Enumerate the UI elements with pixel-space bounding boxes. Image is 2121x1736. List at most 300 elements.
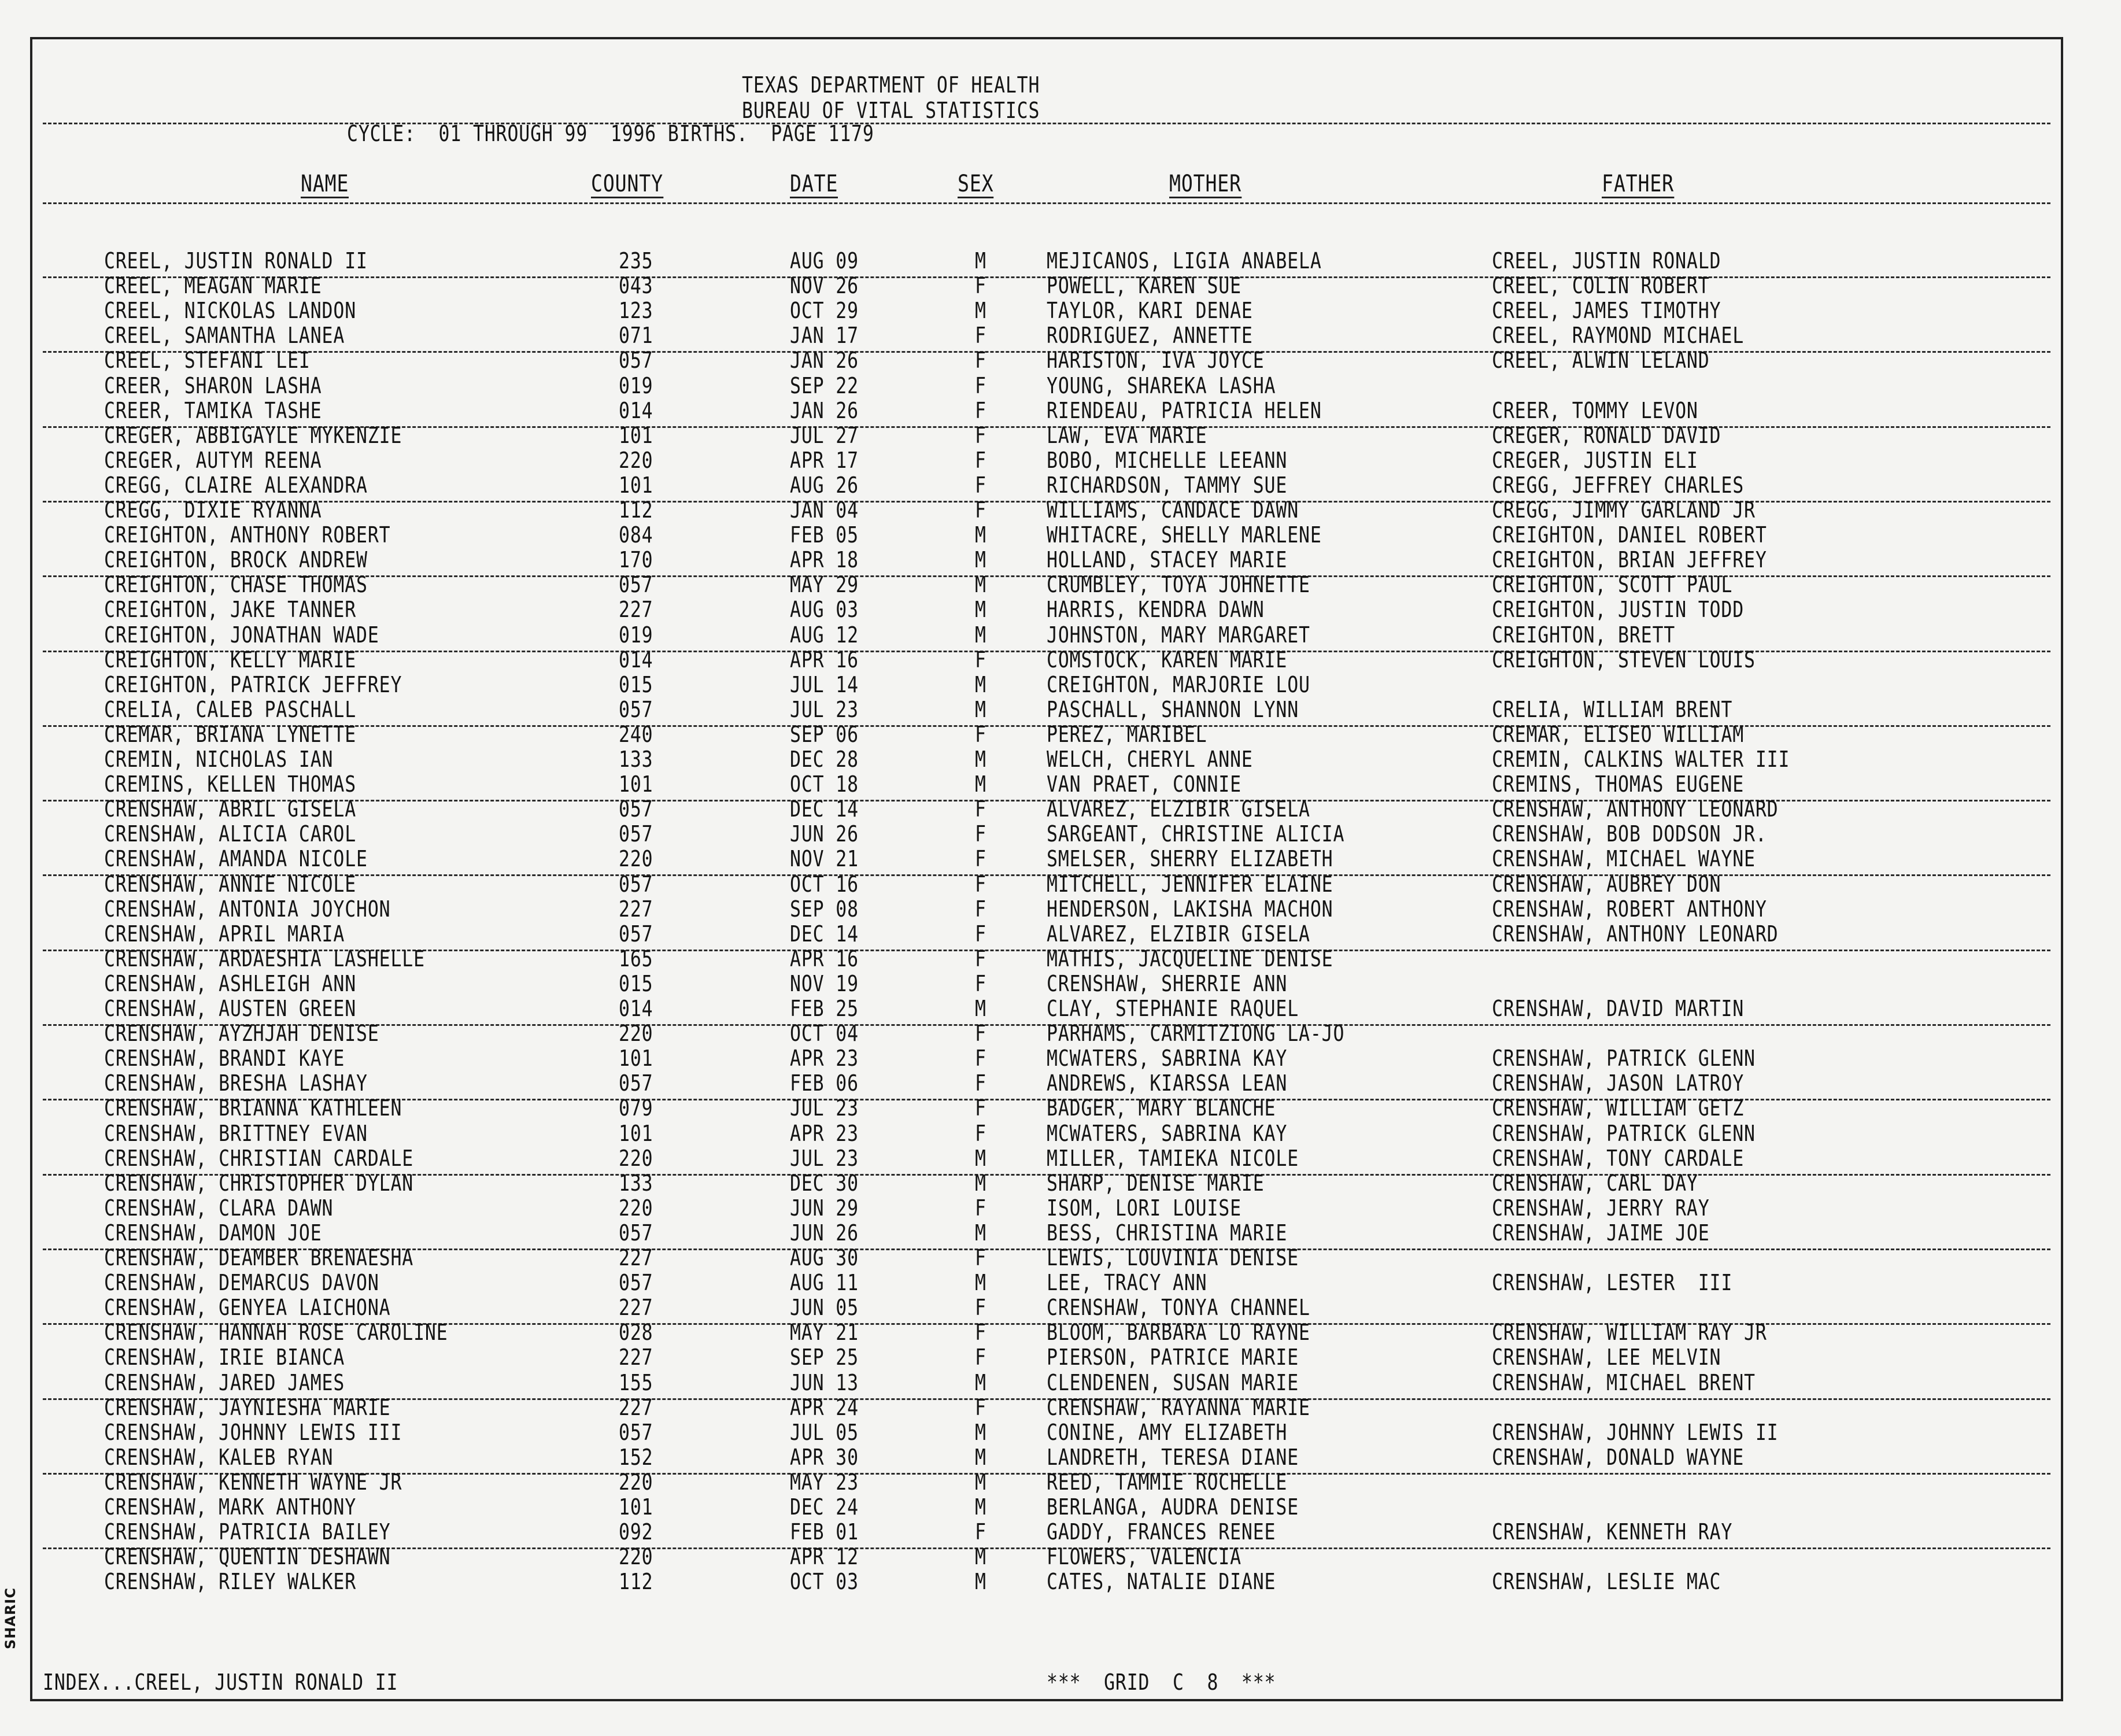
cell-father: CREEL, COLIN ROBERT [1492, 273, 1710, 299]
cell-county: 220 [619, 1145, 653, 1171]
header-divider-2 [43, 202, 2050, 204]
cell-county: 227 [619, 597, 653, 623]
cell-name: CRENSHAW, HANNAH ROSE CAROLINE [104, 1320, 448, 1346]
cell-mother: LEWIS, LOUVINIA DENISE [1047, 1245, 1299, 1270]
cell-mother: SARGEANT, CHRISTINE ALICIA [1047, 821, 1345, 847]
table-row [0, 970, 2121, 998]
cell-name: CRENSHAW, ALICIA CAROL [104, 821, 357, 847]
cell-father: CRENSHAW, LEE MELVIN [1492, 1345, 1721, 1371]
table-row [0, 499, 2121, 524]
cell-sex: F [975, 1245, 986, 1270]
cell-sex: M [975, 572, 986, 598]
cell-mother: REED, TAMMIE ROCHELLE [1047, 1469, 1288, 1495]
cell-mother: LAW, EVA MARIE [1047, 422, 1207, 448]
cell-sex: F [975, 647, 986, 673]
cell-mother: FLOWERS, VALENCIA [1047, 1544, 1241, 1570]
cell-date: AUG 12 [790, 622, 859, 648]
cell-name: CREIGHTON, BROCK ANDREW [104, 547, 368, 573]
column-header-mother: MOTHER [1169, 171, 1241, 197]
cell-county: 019 [619, 622, 653, 648]
cell-sex: F [975, 921, 986, 947]
table-row [0, 1197, 2121, 1222]
table-row [0, 372, 2121, 400]
table-row [0, 798, 2121, 823]
cell-date: JAN 17 [790, 323, 859, 349]
cell-county: 227 [619, 896, 653, 922]
cell-date: AUG 03 [790, 597, 859, 623]
cell-father: CRENSHAW, DAVID MARTIN [1492, 996, 1745, 1021]
header-title: TEXAS DEPARTMENT OF HEALTH [742, 72, 1040, 98]
cell-mother: CLENDENEN, SUSAN MARIE [1047, 1369, 1299, 1395]
cell-name: CRENSHAW, KENNETH WAYNE JR [104, 1469, 402, 1495]
cell-date: OCT 18 [790, 771, 859, 797]
cell-date: DEC 14 [790, 921, 859, 947]
footer-index: INDEX...CREEL, JUSTIN RONALD II [43, 1669, 398, 1695]
table-row [0, 748, 2121, 773]
table-row [0, 649, 2121, 674]
cell-father: CRENSHAW, TONY CARDALE [1492, 1145, 1745, 1171]
cell-name: CREEL, SAMANTHA LANEA [104, 323, 345, 349]
cell-father: CREEL, JUSTIN RONALD [1492, 248, 1721, 274]
cell-county: 112 [619, 497, 653, 523]
cell-mother: MATHIS, JACQUELINE DENISE [1047, 945, 1333, 972]
cell-father: CRENSHAW, BOB DODSON JR. [1492, 821, 1767, 847]
cell-county: 071 [619, 323, 653, 349]
cell-county: 101 [619, 472, 653, 498]
cell-name: CRENSHAW, BRESHA LASHAY [104, 1070, 368, 1096]
cell-date: JAN 26 [790, 348, 859, 374]
cell-date: JUL 27 [790, 422, 859, 448]
table-row [0, 1072, 2121, 1097]
cell-county: 227 [619, 1394, 653, 1420]
table-row [0, 474, 2121, 499]
cell-name: CRENSHAW, GENYEA LAICHONA [104, 1295, 391, 1321]
cell-name: CRENSHAW, BRITTNEY EVAN [104, 1120, 368, 1146]
cell-sex: F [975, 821, 986, 847]
cell-father: CREGER, RONALD DAVID [1492, 422, 1721, 448]
cell-date: DEC 14 [790, 796, 859, 822]
cell-name: CRENSHAW, JARED JAMES [104, 1369, 345, 1395]
cell-sex: M [975, 1369, 986, 1395]
cell-county: 014 [619, 397, 653, 423]
cell-county: 057 [619, 572, 653, 598]
cell-father: CRENSHAW, ANTHONY LEONARD [1492, 796, 1779, 822]
table-row [0, 848, 2121, 873]
cell-mother: ALVAREZ, ELZIBIR GISELA [1047, 921, 1310, 947]
cell-county: 028 [619, 1320, 653, 1346]
table-row [0, 923, 2121, 948]
cell-mother: GADDY, FRANCES RENEE [1047, 1519, 1276, 1545]
cell-date: MAY 21 [790, 1320, 859, 1346]
column-header-date: DATE [790, 171, 838, 197]
cell-father: CRENSHAW, ROBERT ANTHONY [1492, 896, 1767, 922]
cell-sex: F [975, 945, 986, 972]
cell-father: CRENSHAW, WILLIAM GETZ [1492, 1095, 1745, 1121]
cell-sex: M [975, 298, 986, 324]
cell-mother: JOHNSTON, MARY MARGARET [1047, 622, 1310, 648]
cell-mother: CATES, NATALIE DIANE [1047, 1569, 1276, 1595]
cell-date: JUN 26 [790, 1220, 859, 1246]
cell-mother: ISOM, LORI LOUISE [1047, 1195, 1241, 1221]
cell-mother: TAYLOR, KARI DENAE [1047, 298, 1253, 324]
cell-father: CREIGHTON, BRIAN JEFFREY [1492, 547, 1767, 573]
cell-father: CRENSHAW, CARL DAY [1492, 1170, 1698, 1196]
cell-name: CREEL, NICKOLAS LANDON [104, 298, 357, 324]
cell-father: CRENSHAW, DONALD WAYNE [1492, 1444, 1745, 1470]
cell-county: 057 [619, 1070, 653, 1096]
cell-name: CREEL, JUSTIN RONALD II [104, 248, 368, 274]
table-row [0, 1421, 2121, 1446]
cell-name: CREMINS, KELLEN THOMAS [104, 771, 357, 797]
cell-name: CRENSHAW, ASHLEIGH ANN [104, 970, 357, 996]
cell-father: CRENSHAW, JAIME JOE [1492, 1220, 1710, 1246]
cell-name: CRENSHAW, MARK ANTHONY [104, 1494, 357, 1520]
cell-sex: F [975, 422, 986, 448]
column-header-name: NAME [301, 171, 349, 197]
cell-date: APR 12 [790, 1544, 859, 1570]
cell-name: CREGER, AUTYM REENA [104, 447, 322, 473]
cell-county: 057 [619, 871, 653, 897]
cell-mother: CRENSHAW, RAYANNA MARIE [1047, 1394, 1310, 1420]
cell-sex: F [975, 323, 986, 349]
cell-mother: LEE, TRACY ANN [1047, 1270, 1207, 1296]
cell-name: CRENSHAW, QUENTIN DESHAWN [104, 1544, 391, 1570]
cell-name: CRELIA, CALEB PASCHALL [104, 696, 357, 722]
cell-mother: BERLANGA, AUDRA DENISE [1047, 1494, 1299, 1520]
table-row [0, 1172, 2121, 1197]
cell-sex: M [975, 996, 986, 1021]
cell-date: NOV 26 [790, 273, 859, 299]
cell-county: 014 [619, 996, 653, 1021]
cell-sex: F [975, 1195, 986, 1221]
cell-mother: LANDRETH, TERESA DIANE [1047, 1444, 1299, 1470]
cell-name: CREIGHTON, KELLY MARIE [104, 647, 357, 673]
cell-mother: WELCH, CHERYL ANNE [1047, 747, 1253, 772]
table-row [0, 1521, 2121, 1546]
cell-date: APR 24 [790, 1394, 859, 1420]
cell-mother: HENDERSON, LAKISHA MACHON [1047, 896, 1333, 922]
cell-sex: F [975, 348, 986, 374]
cell-county: 101 [619, 1494, 653, 1520]
cell-sex: F [975, 970, 986, 996]
cell-sex: M [975, 1170, 986, 1196]
cell-name: CREMAR, BRIANA LYNETTE [104, 721, 357, 747]
cell-sex: F [975, 1345, 986, 1371]
cell-name: CREIGHTON, ANTHONY ROBERT [104, 522, 391, 548]
cell-county: 220 [619, 1544, 653, 1570]
cell-county: 014 [619, 647, 653, 673]
cell-sex: M [975, 1220, 986, 1246]
cell-mother: VAN PRAET, CONNIE [1047, 771, 1241, 797]
cell-name: CREIGHTON, JAKE TANNER [104, 597, 357, 623]
cell-date: FEB 05 [790, 522, 859, 548]
cell-date: JUL 23 [790, 1095, 859, 1121]
cell-county: 152 [619, 1444, 653, 1470]
cell-date: JUN 05 [790, 1295, 859, 1321]
cell-father: CRENSHAW, LESTER III [1492, 1270, 1733, 1296]
table-row [0, 945, 2121, 973]
cell-name: CRENSHAW, CHRISTIAN CARDALE [104, 1145, 414, 1171]
cell-name: CRENSHAW, RILEY WALKER [104, 1569, 357, 1595]
cell-date: AUG 09 [790, 248, 859, 274]
cell-name: CRENSHAW, IRIE BIANCA [104, 1345, 345, 1371]
table-row [0, 324, 2121, 349]
cell-name: CREIGHTON, JONATHAN WADE [104, 622, 379, 648]
cell-father: CRENSHAW, PATRICK GLENN [1492, 1046, 1756, 1072]
cell-mother: SHARP, DENISE MARIE [1047, 1170, 1265, 1196]
cell-mother: CLAY, STEPHANIE RAQUEL [1047, 996, 1299, 1021]
cell-sex: F [975, 871, 986, 897]
cell-county: 170 [619, 547, 653, 573]
table-row [0, 1047, 2121, 1072]
cell-name: CREMIN, NICHOLAS IAN [104, 747, 334, 772]
cell-county: 015 [619, 970, 653, 996]
cell-county: 227 [619, 1245, 653, 1270]
table-row [0, 449, 2121, 474]
cell-sex: M [975, 248, 986, 274]
cell-mother: CRENSHAW, SHERRIE ANN [1047, 970, 1288, 996]
cell-mother: WHITACRE, SHELLY MARLENE [1047, 522, 1322, 548]
cell-name: CRENSHAW, CHRISTOPHER DYLAN [104, 1170, 414, 1196]
table-row [0, 696, 2121, 723]
cell-father: CREMINS, THOMAS EUGENE [1492, 771, 1745, 797]
cell-name: CREEL, MEAGAN MARIE [104, 273, 322, 299]
cell-father: CREIGHTON, DANIEL ROBERT [1492, 522, 1767, 548]
cell-father: CRENSHAW, MICHAEL WAYNE [1492, 846, 1756, 872]
table-row [0, 723, 2121, 748]
table-row [0, 1571, 2121, 1595]
cell-county: 092 [619, 1519, 653, 1545]
cell-sex: F [975, 1394, 986, 1420]
table-row [0, 1346, 2121, 1371]
cell-date: JUL 23 [790, 1145, 859, 1171]
table-row [0, 773, 2121, 798]
cell-name: CREGG, CLAIRE ALEXANDRA [104, 472, 368, 498]
cell-mother: HARISTON, IVA JOYCE [1047, 348, 1265, 374]
cell-county: 123 [619, 298, 653, 324]
cell-mother: PASCHALL, SHANNON LYNN [1047, 696, 1299, 722]
cell-father: CREMAR, ELISEO WILLIAM [1492, 721, 1745, 747]
cell-name: CRENSHAW, ANTONIA JOYCHON [104, 896, 391, 922]
table-row [0, 1147, 2121, 1172]
column-header-county: COUNTY [591, 171, 663, 197]
cell-mother: CONINE, AMY ELIZABETH [1047, 1419, 1288, 1445]
cell-date: OCT 04 [790, 1021, 859, 1047]
cell-mother: MCWATERS, SABRINA KAY [1047, 1120, 1288, 1146]
cell-father: CREIGHTON, JUSTIN TODD [1492, 597, 1745, 623]
table-row [0, 1369, 2121, 1397]
cell-county: 220 [619, 846, 653, 872]
cell-father: CREEL, RAYMOND MICHAEL [1492, 323, 1745, 349]
table-row [0, 524, 2121, 549]
cell-date: JUN 26 [790, 821, 859, 847]
table-row [0, 349, 2121, 374]
cell-father: CREMIN, CALKINS WALTER III [1492, 747, 1790, 772]
cell-date: JUL 14 [790, 671, 859, 697]
cell-name: CREGG, DIXIE RYANNA [104, 497, 322, 523]
cell-mother: ANDREWS, KIARSSA LEAN [1047, 1070, 1288, 1096]
cell-name: CRENSHAW, DAMON JOE [104, 1220, 322, 1246]
cell-sex: F [975, 397, 986, 423]
cell-date: OCT 29 [790, 298, 859, 324]
cell-date: FEB 01 [790, 1519, 859, 1545]
column-header-father: FATHER [1602, 171, 1674, 197]
cell-mother: SMELSER, SHERRY ELIZABETH [1047, 846, 1333, 872]
cell-date: JUL 05 [790, 1419, 859, 1445]
cell-mother: BESS, CHRISTINA MARIE [1047, 1220, 1288, 1246]
cell-date: JUN 13 [790, 1369, 859, 1395]
cell-name: CRENSHAW, JOHNNY LEWIS III [104, 1419, 402, 1445]
cell-name: CRENSHAW, KALEB RYAN [104, 1444, 334, 1470]
cell-county: 101 [619, 422, 653, 448]
cell-name: CRENSHAW, JAYNIESHA MARIE [104, 1394, 391, 1420]
cell-sex: F [975, 1295, 986, 1321]
header-cycle: CYCLE: 01 THROUGH 99 1996 BIRTHS. PAGE 1179 [347, 121, 874, 146]
cell-name: CRENSHAW, ANNIE NICOLE [104, 871, 357, 897]
cell-mother: BOBO, MICHELLE LEEANN [1047, 447, 1288, 473]
cell-sex: M [975, 1145, 986, 1171]
cell-father: CRENSHAW, PATRICK GLENN [1492, 1120, 1756, 1146]
cell-name: CRENSHAW, DEMARCUS DAVON [104, 1270, 379, 1296]
cell-date: OCT 16 [790, 871, 859, 897]
cell-name: CREEL, STEFANI LEI [104, 348, 311, 374]
cell-mother: RICHARDSON, TAMMY SUE [1047, 472, 1288, 498]
cell-date: MAY 23 [790, 1469, 859, 1495]
cell-county: 101 [619, 771, 653, 797]
column-header-sex: SEX [958, 171, 994, 197]
cell-sex: F [975, 721, 986, 747]
cell-mother: PEREZ, MARIBEL [1047, 721, 1207, 747]
table-row [0, 574, 2121, 599]
cell-mother: RIENDEAU, PATRICIA HELEN [1047, 397, 1322, 423]
cell-county: 240 [619, 721, 653, 747]
cell-sex: F [975, 1120, 986, 1146]
cell-county: 101 [619, 1046, 653, 1072]
cell-sex: M [975, 1494, 986, 1520]
cell-date: SEP 25 [790, 1345, 859, 1371]
cell-sex: F [975, 1519, 986, 1545]
cell-county: 084 [619, 522, 653, 548]
cell-mother: COMSTOCK, KAREN MARIE [1047, 647, 1288, 673]
table-row [0, 1022, 2121, 1047]
table-row [0, 898, 2121, 923]
cell-county: 057 [619, 796, 653, 822]
cell-name: CRENSHAW, DEAMBER BRENAESHA [104, 1245, 414, 1270]
cell-name: CRENSHAW, CLARA DAWN [104, 1195, 334, 1221]
cell-sex: F [975, 796, 986, 822]
cell-county: 057 [619, 921, 653, 947]
cell-sex: F [975, 1320, 986, 1346]
cell-father: CREGG, JEFFREY CHARLES [1492, 472, 1745, 498]
table-row [0, 599, 2121, 623]
cell-name: CRENSHAW, AYZHJAH DENISE [104, 1021, 379, 1047]
cell-county: 112 [619, 1569, 653, 1595]
cell-county: 101 [619, 1120, 653, 1146]
table-row [0, 1122, 2121, 1147]
cell-date: OCT 03 [790, 1569, 859, 1595]
cell-county: 019 [619, 372, 653, 398]
cell-name: CRENSHAW, APRIL MARIA [104, 921, 345, 947]
cell-sex: M [975, 1444, 986, 1470]
cell-date: APR 16 [790, 647, 859, 673]
table-row [0, 397, 2121, 424]
cell-date: APR 18 [790, 547, 859, 573]
table-row [0, 275, 2121, 300]
cell-sex: F [975, 1046, 986, 1072]
cell-sex: M [975, 747, 986, 772]
cell-date: APR 30 [790, 1444, 859, 1470]
cell-date: AUG 11 [790, 1270, 859, 1296]
cell-county: 079 [619, 1095, 653, 1121]
cell-father: CRENSHAW, JASON LATROY [1492, 1070, 1745, 1096]
cell-father: CRENSHAW, LESLIE MAC [1492, 1569, 1721, 1595]
cell-date: SEP 22 [790, 372, 859, 398]
cell-sex: M [975, 1270, 986, 1296]
cell-county: 165 [619, 945, 653, 972]
cell-county: 057 [619, 696, 653, 722]
cell-sex: F [975, 1070, 986, 1096]
cell-mother: PARHAMS, CARMITZIONG LA-JO [1047, 1021, 1345, 1047]
cell-name: CREER, TAMIKA TASHE [104, 397, 322, 423]
cell-father: CREIGHTON, BRETT [1492, 622, 1676, 648]
cell-name: CREER, SHARON LASHA [104, 372, 322, 398]
cell-sex: M [975, 522, 986, 548]
table-row [0, 300, 2121, 324]
cell-date: SEP 08 [790, 896, 859, 922]
cell-father: CRENSHAW, ANTHONY LEONARD [1492, 921, 1779, 947]
table-row [0, 823, 2121, 848]
cell-county: 133 [619, 747, 653, 772]
cell-name: CRENSHAW, ARDAESHIA LASHELLE [104, 945, 425, 972]
cell-mother: RODRIGUEZ, ANNETTE [1047, 323, 1253, 349]
header-subtitle: BUREAU OF VITAL STATISTICS [742, 98, 1040, 123]
side-label: SHARIC [2, 1587, 19, 1649]
cell-name: CREIGHTON, CHASE THOMAS [104, 572, 368, 598]
table-row [0, 1321, 2121, 1346]
cell-name: CRENSHAW, ABRIL GISELA [104, 796, 357, 822]
table-row [0, 998, 2121, 1022]
cell-date: SEP 06 [790, 721, 859, 747]
table-row [0, 671, 2121, 699]
cell-father: CRENSHAW, AUBREY DON [1492, 871, 1721, 897]
cell-county: 057 [619, 1220, 653, 1246]
table-row [0, 1097, 2121, 1122]
cell-name: CRENSHAW, AMANDA NICOLE [104, 846, 368, 872]
cell-mother: BADGER, MARY BLANCHE [1047, 1095, 1276, 1121]
cell-date: APR 17 [790, 447, 859, 473]
table-row [0, 1546, 2121, 1571]
cell-sex: F [975, 497, 986, 523]
table-row [0, 250, 2121, 275]
cell-mother: MEJICANOS, LIGIA ANABELA [1047, 248, 1322, 274]
table-row [0, 1496, 2121, 1521]
cell-county: 227 [619, 1295, 653, 1321]
cell-county: 227 [619, 1345, 653, 1371]
cell-sex: M [975, 1469, 986, 1495]
cell-sex: M [975, 1569, 986, 1595]
cell-father: CREGG, JIMMY GARLAND JR [1492, 497, 1756, 523]
cell-date: JAN 26 [790, 397, 859, 423]
cell-county: 057 [619, 1270, 653, 1296]
cell-father: CRENSHAW, JOHNNY LEWIS II [1492, 1419, 1779, 1445]
cell-name: CRENSHAW, BRIANNA KATHLEEN [104, 1095, 402, 1121]
cell-name: CRENSHAW, PATRICIA BAILEY [104, 1519, 391, 1545]
cell-name: CREGER, ABBIGAYLE MYKENZIE [104, 422, 402, 448]
table-row [0, 1394, 2121, 1421]
cell-mother: CREIGHTON, MARJORIE LOU [1047, 671, 1310, 697]
cell-name: CRENSHAW, BRANDI KAYE [104, 1046, 345, 1072]
cell-county: 057 [619, 821, 653, 847]
